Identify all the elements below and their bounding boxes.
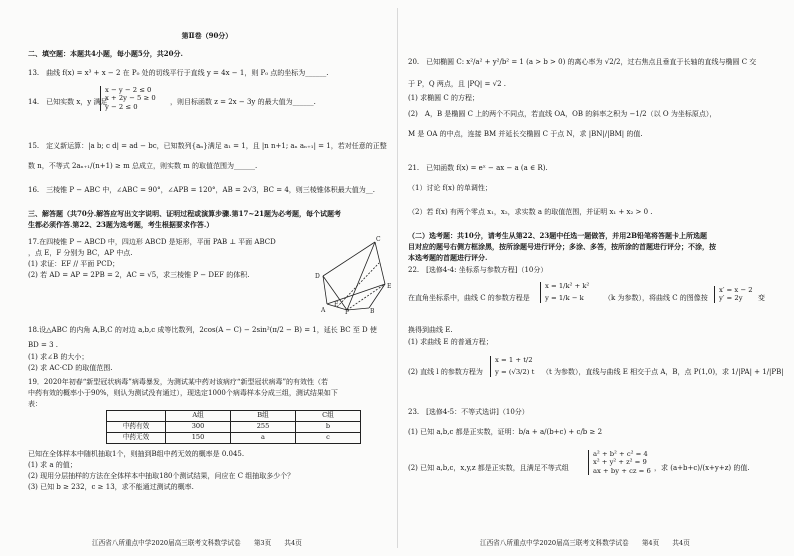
question-19-line-7: (3) 已知 b ≥ 232，c ≥ 13，求不能通过测试的概率. [28, 483, 194, 491]
question-22-line-3: (1) 求曲线 E 的普通方程； [408, 338, 493, 346]
section-3-title-line-1: 三、解答题（共70分.解答应写出文字说明、证明过程或演算步骤.第17~21题为必考题，每个试题考 [28, 209, 341, 218]
question-23-title: 23. [选修4-5：不等式选讲]（10分） [408, 408, 529, 416]
table-header-cell [107, 411, 166, 422]
label-E: E [387, 283, 392, 290]
footer-left: 江西省八所重点中学2020届高三联考文科数学试卷 第3页 共4页 [92, 539, 302, 548]
optional-section-line-1: （二）选考题：共10分，请考生从第22、23题中任选一题做答，并用2B铅笔将答题卡上所选题 [408, 231, 708, 240]
question-19-line-5: (1) 求 a 的值； [28, 461, 77, 469]
line-y: y = (√3/2) t [495, 368, 535, 377]
optional-section-line-3: 本选考题的首题进行评分. [408, 253, 488, 262]
question-14-prefix: 14. 已知实数 x，y 满足 [28, 98, 108, 106]
question-13: 13. 曲线 f(x) = x³ + x − 2 在 P₀ 处的切线平行于直线 y = 4x − 1，则 P₀ 点的坐标为______. [28, 69, 329, 77]
question-18-line-2: BD = 3 . [28, 341, 58, 349]
table-header-cell: C组 [296, 411, 361, 422]
label-A: A [321, 307, 326, 314]
label-C: C [376, 236, 381, 243]
table-cell: 中药有效 [107, 421, 166, 432]
question-21-line-2: （1）讨论 f(x) 的单调性； [408, 184, 492, 192]
figure-pyramid [313, 232, 393, 314]
question-23-system [588, 450, 651, 475]
label-B: B [370, 308, 375, 314]
question-22-line-4-prefix: (2) 直线 l 的参数方程为 [408, 368, 483, 376]
right-page [408, 14, 784, 528]
question-20-line-3: (1) 求椭圆 C 的方程； [408, 94, 479, 102]
optional-section-line-2: 目对应的题号右侧方框涂黑，按所涂题号进行评分；多涂、多答，按所涂的首题进行评分；不涂，按 [408, 242, 716, 251]
question-22-line-1-middle: （k 为参数），将曲线 C 的图像按 [604, 294, 708, 302]
constraint-1: x − y − 2 ≤ 0 [105, 86, 152, 94]
system-eq-2: x² + y² + z² = 9 [593, 458, 647, 467]
constraint-2: x + 2y − 5 ≥ 0 [105, 94, 156, 103]
question-19-line-3: 表： [28, 400, 42, 408]
section-2-title: 二、填空题：本题共4小题，每小题5分，共20分. [28, 49, 183, 58]
line-x: x = 1 + t/2 [495, 356, 533, 364]
page-binding-line [397, 8, 398, 548]
system-eq-3: ax + by + cz = 6 [593, 466, 651, 475]
question-19-table [106, 410, 361, 444]
question-16: 16. 三棱锥 P − ABC 中，∠ABC = 90°，∠APB = 120°，AB = 2√3，BC = 4，则三棱锥体积最大值为__. [28, 186, 376, 194]
question-15-line-2: 数 n，不等式 2aₙ₊₁/(n+1) ≥ m 总成立，则实数 m 的取值范围为______. [28, 162, 258, 170]
table-cell: a [231, 432, 296, 443]
table-row [107, 421, 361, 432]
question-20-line-2: 于 P，Q 两点，且 |PQ| = √2 . [408, 80, 506, 88]
system-eq-1: a² + b² + c² = 4 [593, 450, 648, 458]
question-22-parametric [540, 282, 589, 303]
question-21-line-1: 21. 已知函数 f(x) = eˣ − ax − a (a ∈ R). [408, 164, 548, 172]
question-17-line-4: (2) 若 AD = AP = 2PB = 2，AC = √5，求三棱锥 P − DEF 的体积. [28, 271, 250, 279]
table-cell: 300 [166, 421, 231, 432]
question-14-suffix: ，则目标函数 z = 2x − 3y 的最大值为______. [170, 98, 316, 106]
section-3-title-line-2: 生都必须作答.第22、23题为选考题，考生根据要求作答.） [28, 220, 214, 229]
question-23-line-2-suffix: ，求 (a+b+c)/(x+y+z) 的值. [654, 464, 750, 472]
question-22-line-1-prefix: 在直角坐标系中，曲线 C 的参数方程是 [408, 294, 530, 302]
table-cell: c [296, 432, 361, 443]
footer-right: 江西省八所重点中学2020届高三联考文科数学试卷 第4页 共4页 [480, 539, 690, 548]
question-17-line-1: 17.在四棱锥 P − ABCD 中，四边形 ABCD 是矩形，平面 PAB ⊥ 平面 ABCD [28, 238, 276, 246]
table-header-cell: B组 [231, 411, 296, 422]
table-row [107, 432, 361, 443]
question-20-line-1: 20. 已知椭圆 C: x²/a² + y²/b² = 1 (a > b > 0) 的离心率为 √2/2，过右焦点且垂直于长轴的直线与椭圆 C 交 [408, 58, 757, 66]
constraint-3: y − 2 ≤ 0 [105, 102, 138, 111]
question-18-line-4: (2) 求 AC·CD 的取值范围. [28, 364, 113, 372]
question-18-line-1: 18.设△ABC 的内角 A,B,C 的对边 a,b,c 成等比数列，2cos(A − C) − 2sin²(π/2 − B) = 1，延长 BC 至 D 使 [28, 326, 377, 334]
table-header-cell: A组 [166, 411, 231, 422]
label-F: F [334, 301, 339, 308]
param-x: x = 1/k² + k² [545, 282, 590, 290]
question-23-line-1: (1) 已知 a,b,c 都是正实数，证明：b/a + a/(b+c) + c/b ≥ 2 [408, 428, 603, 436]
question-14-constraints [100, 86, 156, 111]
table-cell: b [296, 421, 361, 432]
label-D: D [315, 273, 320, 280]
question-20-line-5: M 是 OA 的中点，连接 BM 并延长交椭圆 C 于点 N，求 |BN|/|BM| 的值. [408, 130, 643, 138]
question-22-transform [714, 286, 753, 303]
question-19-line-1: 19．2020年初春“新型冠状病毒”病毒暴发，为测试某中药对该病疗“新型冠状病毒”的有效性（若 [28, 378, 329, 386]
part-title: 第Ⅱ卷（90分） [181, 31, 233, 40]
question-20-line-4: (2) A，B 是椭圆 C 上的两个不同点，若直线 OA，OB 的斜率之积为 −1/2（以 O 为坐标原点）， [408, 110, 717, 118]
question-17-line-3: (1) 求证：EF // 平面 PCD； [28, 260, 120, 268]
label-P: P [345, 309, 350, 314]
question-22-line-2: 换得到曲线 E. [408, 326, 453, 334]
question-23-line-2-prefix: (2) 已知 a,b,c，x,y,z 都是正实数，且满足不等式组 [408, 464, 569, 472]
question-21-line-3: （2）若 f(x) 有两个零点 x₁，x₂，求实数 a 的取值范围，并证明 x₁ + x₂ > 0 . [408, 208, 653, 216]
left-page [28, 14, 392, 528]
question-18-line-3: (1) 求∠B 的大小； [28, 353, 89, 361]
question-19-line-6: (2) 现用分层抽样的方法在全体样本中抽取180个测试结果，问应在 C 组抽取多少个？ [28, 472, 295, 480]
question-19-line-2: 中药有效的概率小于90%，则认为测试没有通过），现选定1000个病毒样本分成三组，测试结果如下 [28, 389, 338, 397]
table-cell: 中药无效 [107, 432, 166, 443]
question-22-title: 22. [选修4-4: 坐标系与参数方程]（10分） [408, 266, 548, 274]
question-19-line-4: 已知在全体样本中随机抽取1个，则抽到B组中药无效的概率是 0.045. [28, 450, 245, 458]
table-cell: 255 [231, 421, 296, 432]
question-22-line-parametric [490, 356, 534, 377]
question-17-line-2: ，点 E，F 分别为 BC，AP 中点. [28, 249, 133, 257]
transform-x: x′ = x − 2 [719, 286, 753, 294]
question-15-line-1: 15. 定义新运算：|a b; c d| = ad − bc，已知数列{aₙ}满足 a₁ = 1，且 |n n+1; aₙ aₙ₊₁| = 1，若对任意的正整 [28, 142, 387, 150]
table-cell: 150 [166, 432, 231, 443]
question-22-line-1-suffix: 变 [758, 294, 765, 302]
question-22-line-4-suffix: （t 为参数），直线与曲线 E 相交于点 A，B，点 P(1,0)，求 1/|PA| + 1/|PB| [542, 368, 784, 376]
param-y: y = 1/k − k [545, 294, 584, 303]
table-header-row [107, 411, 361, 422]
transform-y: y′ = 2y [719, 294, 743, 303]
